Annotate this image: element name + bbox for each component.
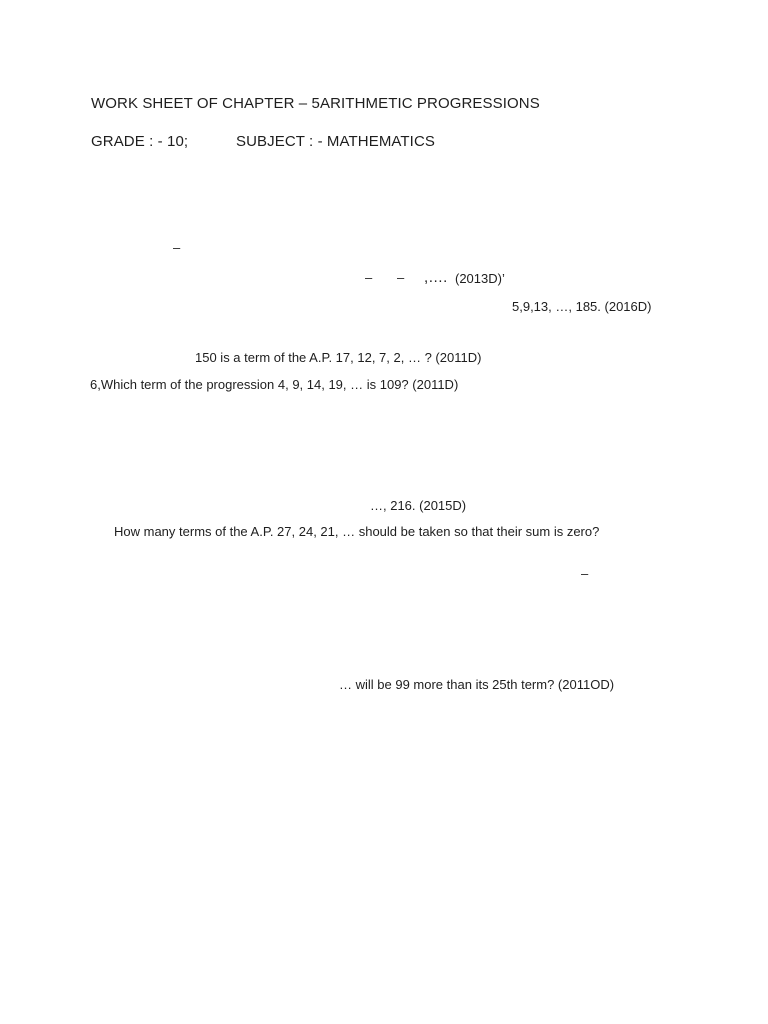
ellipsis-fragment: ,…. bbox=[424, 269, 448, 286]
dash-fragment: – bbox=[365, 270, 373, 285]
question-fragment: 150 is a term of the A.P. 17, 12, 7, 2, … ? (2011D) bbox=[195, 350, 482, 365]
question-sum-zero: How many terms of the A.P. 27, 24, 21, … should be taken so that their sum is zero? bbox=[114, 524, 600, 539]
dash-fragment: – bbox=[397, 270, 405, 285]
grade-label: GRADE : - 10; bbox=[91, 133, 189, 150]
year-fragment: (2013D)’ bbox=[455, 271, 505, 286]
question-6: 6,Which term of the progression 4, 9, 14, 19, … is 109? (2011D) bbox=[90, 377, 459, 392]
question-fragment: …, 216. (2015D) bbox=[370, 498, 467, 513]
dash-fragment: – bbox=[581, 566, 589, 581]
subject-label: SUBJECT : - MATHEMATICS bbox=[236, 133, 435, 150]
worksheet-title: WORK SHEET OF CHAPTER – 5 bbox=[91, 95, 320, 112]
chapter-name: ARITHMETIC PROGRESSIONS bbox=[320, 95, 540, 112]
question-fragment: 5,9,13, …, 185. (2016D) bbox=[512, 299, 652, 314]
question-fragment: … will be 99 more than its 25th term? (2011OD) bbox=[339, 677, 615, 692]
dash-fragment: – bbox=[173, 240, 181, 255]
